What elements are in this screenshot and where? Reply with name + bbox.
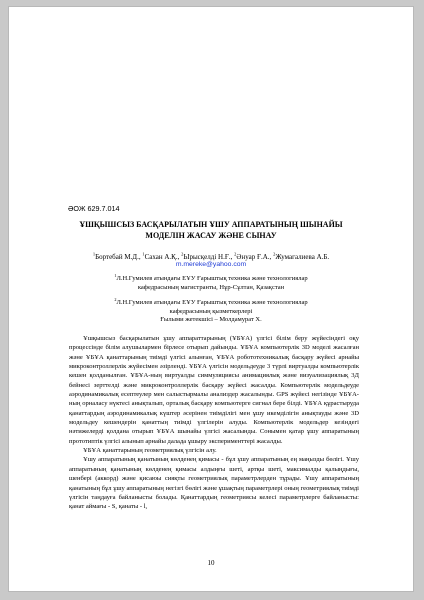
author-affiliation-mark: 1 bbox=[92, 252, 96, 257]
affiliation-line bbox=[9, 296, 413, 308]
author-affiliation-mark: 2 bbox=[181, 252, 184, 257]
affiliation-line: кафедрасының магистранты, Нұр-Сұлтан, Қазақстан bbox=[137, 283, 285, 291]
author-name: Әнуар Ғ.А., bbox=[236, 253, 274, 262]
author-list bbox=[9, 252, 413, 261]
document-page bbox=[8, 6, 414, 592]
affiliation-line bbox=[9, 272, 413, 284]
affiliation-text: Л.Н.Гумилев атындағы ЕҰУ Ғарыштық техника және технологиялар bbox=[116, 275, 308, 283]
affiliation-1 bbox=[9, 272, 413, 292]
udk-code: ӘОЖ 629.7.014 bbox=[68, 204, 120, 213]
author-name: Бортебай М.Д., bbox=[95, 253, 143, 262]
page-number: 10 bbox=[207, 559, 215, 567]
paper-body bbox=[69, 334, 359, 512]
affiliation-text: Л.Н.Гумилев атындағы ЕҰУ Ғарыштық техника және технологиялар bbox=[116, 299, 308, 307]
affiliation-line: кафедрасының қызметкерлері bbox=[169, 307, 253, 315]
affiliation-2 bbox=[9, 296, 413, 324]
body-paragraph: Ұшу аппаратының қанатының көлденең қимасы - бұл ұшу аппаратының ең маңызды бөлігі. Ұшу аппаратының қанатының көлденең қимасы алдыңғы шеті, артқы шеті, максималды қалыңдығы, шенбері (аккорд) және қисаюы сияқты геометриялық параметрлерден тұрады. Ұшу аппаратының қанатының бұл ұшу аппаратының негізгі бөлігі және ұшақтың параметрлері оның геометриялық тиімді үлгісін таңдауға байланысты болады. Қанаттардың геометриясы келесі параметрлерге байланысты: қанат аймағы - S, қанаты - l, bbox=[69, 456, 359, 511]
affiliation-mark: 2 bbox=[114, 297, 117, 302]
affiliation-mark: 1 bbox=[114, 273, 117, 278]
body-paragraph: Ұшқышсыз басқарылатын ұшу аппараттарының (ҰБҰА) үлгісі білім беру жүйесіндегі оқу процессінде білім алушылармен бірлесе отырып дайынды. ҰБҰА компьютерлік 3D моделі жасалған және ҰБҰА қанаттарының тиімді үлгісі алынған, ҰБҰА робототехникалық басқару жүйесі арнайы микроконтроллерлік жүйесімен әзірленді. ҰБҰА үлгісін модельдеуде 3 түрлі виртуалды компьютерлік кешен қолданылған. ҰБҰА-ның виртуалды симмуляциясы анимациялық және визуализациялық 3Д бейнесі зерттелді және микроконтроллерлік басқару жүйесі жасалды. Компьютерлік модельдеуде аэродинамикалық есептеулер мен салыстырмалы анализдер жасалынды. GPS жүйесі негізінде ҰБҰА-ның орналасу нүктесі анықталып, орталық басқару компьютерге сигнал бере білді. ҰБҰА құрастыруда қанаттардың аэродинамикалық күштер әсерінен тиімділігі мен ұшу икемділігін анықтауды және 3D модельдеу кешендерін қанаттың тиімді үлгілерін алуды. Компьютерлік модельдер кезіндегі нәтижелерді қолдана отырып ҰБҰА шынайы үлгісі жасалынды. Сонымен қатар ұшу аппаратының прототиптік үлгісі алынып арнайы далада ұшыру эксперименттері жасалды. bbox=[69, 335, 359, 445]
author-name: Сахан А.Қ., bbox=[144, 253, 182, 262]
paper-title-line: МОДЕЛІН ЖАСАУ ЖӘНЕ СЫНАУ bbox=[145, 231, 277, 240]
author-affiliation-mark: 2 bbox=[273, 252, 276, 257]
section-heading: ҰБҰА қанаттарының геометриялық үлгісін алу. bbox=[83, 447, 217, 455]
supervisor-line: Ғылыми жетекшісі – Молдамурат Х. bbox=[160, 315, 262, 323]
paper-title-line: ҰШҚЫШСЫЗ БАСҚАРЫЛАТЫН ҰШУ АППАРАТЫНЫҢ ШЫНАЙЫ bbox=[79, 220, 343, 229]
author-name: Жумагалиева А.Б. bbox=[275, 253, 330, 262]
author-email-link[interactable]: m.mereke@yahoo.com bbox=[175, 261, 247, 268]
author-affiliation-mark: 1 bbox=[142, 252, 145, 257]
author-affiliation-mark: 2 bbox=[234, 252, 237, 257]
paper-title bbox=[9, 219, 413, 241]
author-name: Ырысқелді Н.Ғ., bbox=[183, 253, 235, 262]
